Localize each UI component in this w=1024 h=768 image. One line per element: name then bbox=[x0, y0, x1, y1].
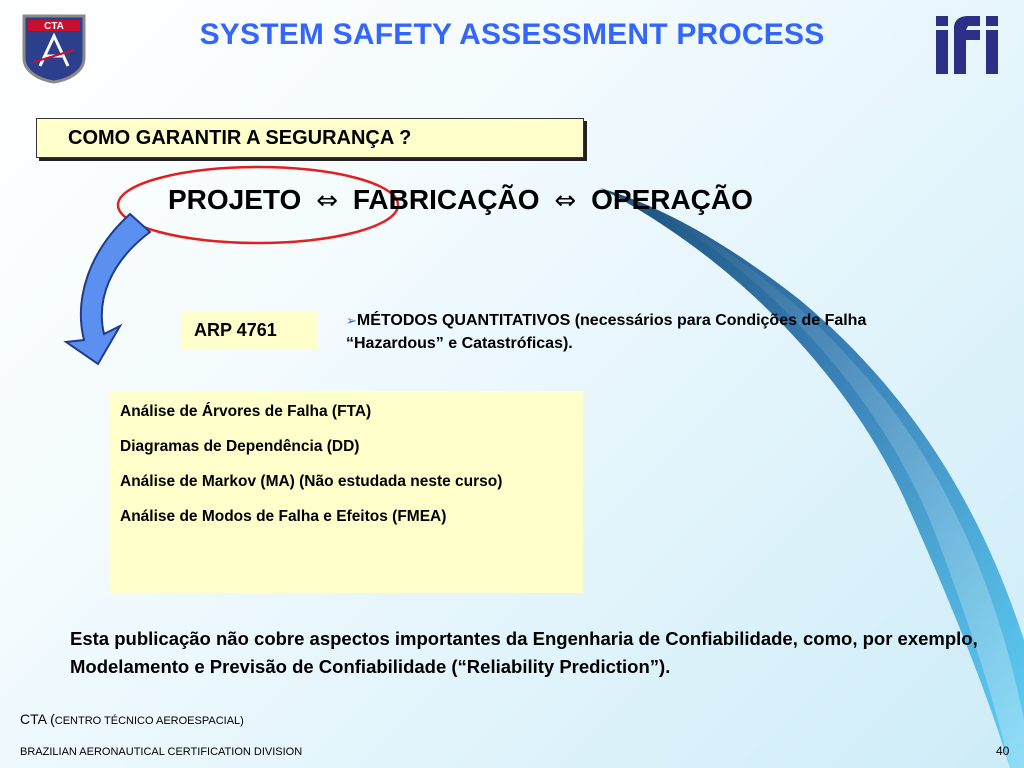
slide-title: SYSTEM SAFETY ASSESSMENT PROCESS bbox=[199, 18, 825, 51]
process-flow bbox=[168, 184, 753, 216]
list-item: Diagramas de Dependência (DD) bbox=[120, 438, 360, 455]
footer-organization bbox=[20, 711, 244, 727]
methods-description: MÉTODOS QUANTITATIVOS (necessários para Condições de Falha “Hazardous” e Catastróficas). bbox=[346, 312, 867, 352]
quantitative-methods-text bbox=[346, 310, 956, 355]
arp-4761-label: ARP 4761 bbox=[182, 312, 318, 350]
footer-cta-name: CENTRO TÉCNICO AEROESPACIAL bbox=[54, 715, 241, 727]
footer-division: BRAZILIAN AERONAUTICAL CERTIFICATION DIVISION bbox=[20, 746, 303, 758]
flow-step-operacao: OPERAÇÃO bbox=[591, 184, 753, 215]
footer-cta-suffix: ) bbox=[240, 715, 244, 727]
reliability-note: Esta publicação não cobre aspectos importantes da Engenharia de Confiabilidade, como, por exemplo, Modelamento e Previsão de Confiabilidade (“Reliability Prediction”). bbox=[70, 628, 978, 677]
double-arrow-icon: ⇔ bbox=[316, 186, 338, 216]
svg-text:CTA: CTA bbox=[44, 21, 64, 32]
methods-list bbox=[110, 391, 583, 593]
list-item: Análise de Markov (MA) (Não estudada neste curso) bbox=[120, 473, 503, 490]
question-text: COMO GARANTIR A SEGURANÇA ? bbox=[68, 127, 412, 149]
list-item: Análise de Modos de Falha e Efeitos (FMEA) bbox=[120, 508, 447, 525]
background-swoosh-highlight bbox=[640, 200, 1024, 768]
bullet-arrow-icon: ➢ bbox=[346, 314, 357, 329]
list-item: Análise de Árvores de Falha (FTA) bbox=[120, 403, 372, 420]
double-arrow-icon: ⇔ bbox=[554, 186, 577, 216]
flow-step-fabricacao: FABRICAÇÃO bbox=[352, 184, 540, 215]
flow-step-projeto: PROJETO bbox=[168, 184, 302, 215]
background-swoosh bbox=[600, 188, 1024, 768]
curved-down-arrow-icon bbox=[66, 214, 150, 364]
page-number: 40 bbox=[996, 744, 1010, 758]
footer-cta-prefix: CTA ( bbox=[20, 711, 55, 727]
